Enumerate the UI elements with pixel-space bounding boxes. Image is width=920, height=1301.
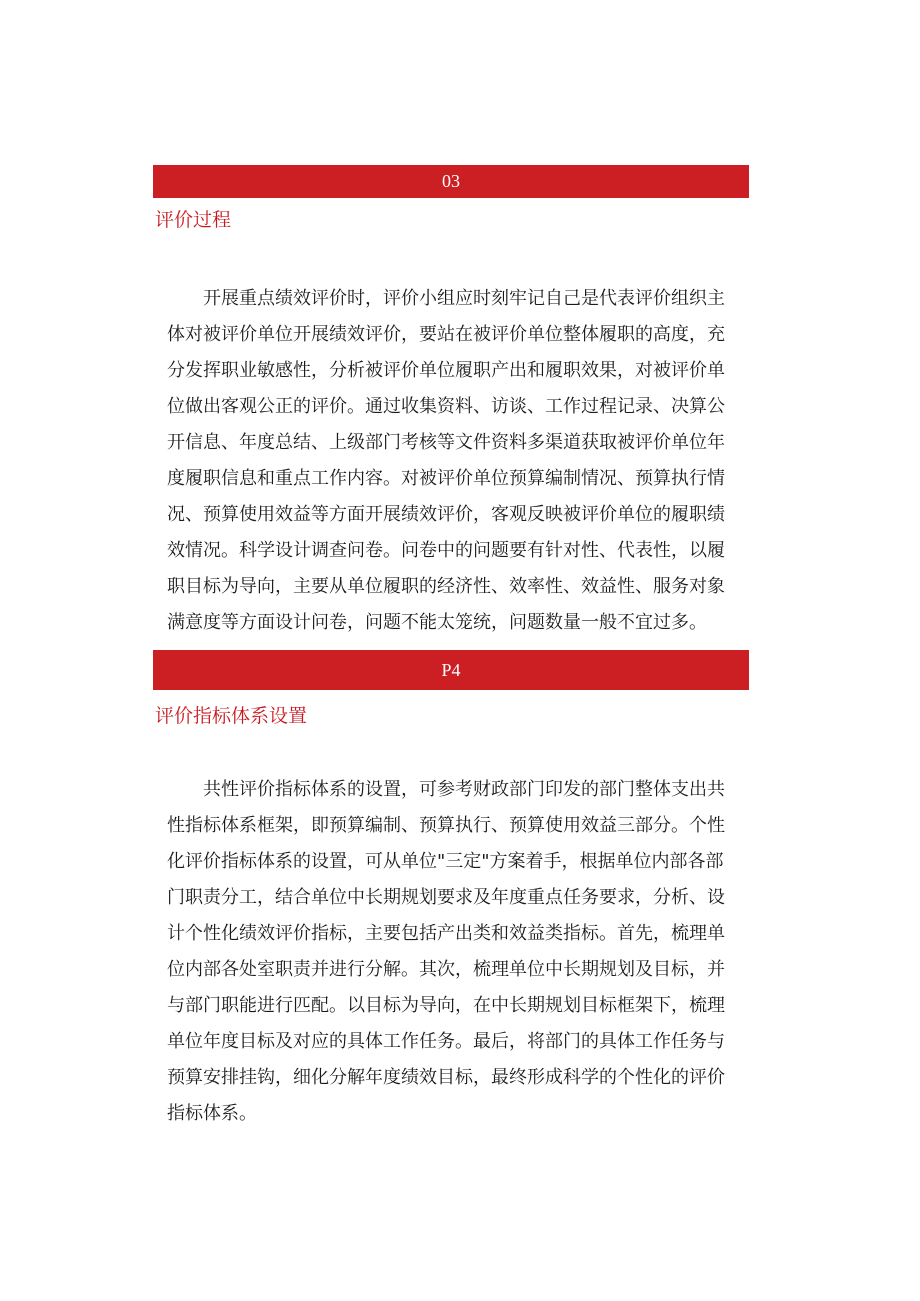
paragraph-line: 化评价指标体系的设置，可从单位"三定"方案着手，根据单位内部各部 [167,851,724,872]
section-title: 评价过程 [155,209,232,231]
paragraph-line: 指标体系。 [167,1103,257,1124]
paragraph-line: 开展重点绩效评价时，评价小组应时刻牢记自己是代表评价组织主 [203,288,725,309]
paragraph-line: 位做出客观公正的评价。通过收集资料、访谈、工作过程记录、决算公 [167,396,725,417]
paragraph-line: 度履职信息和重点工作内容。对被评价单位预算编制情况、预算执行情 [167,468,725,489]
paragraph-line: 与部门职能进行匹配。以目标为导向，在中长期规划目标框架下，梳理 [167,995,725,1016]
paragraph-line: 门职责分工，结合单位中长期规划要求及年度重点任务要求，分析、设 [167,887,725,908]
paragraph-line: 计个性化绩效评价指标，主要包括产出类和效益类指标。首先，梳理单 [167,923,725,944]
section-number-banner [153,165,749,198]
paragraph-line: 开信息、年度总结、上级部门考核等文件资料多渠道获取被评价单位年 [167,432,725,453]
paragraph-line: 职目标为导向，主要从单位履职的经济性、效率性、效益性、服务对象 [167,576,725,597]
section-body-paragraph [167,281,752,641]
paragraph-line: 位内部各处室职责并进行分解。其次，梳理单位中长期规划及目标，并 [167,959,725,980]
paragraph-line: 预算安排挂钩，细化分解年度绩效目标，最终形成科学的个性化的评价 [167,1067,725,1088]
paragraph-line: 性指标体系框架，即预算编制、预算执行、预算使用效益三部分。个性 [167,815,725,836]
paragraph-line: 况、预算使用效益等方面开展绩效评价，客观反映被评价单位的履职绩 [167,504,725,525]
paragraph-line: 满意度等方面设计问卷，问题不能太笼统，问题数量一般不宜过多。 [167,612,707,633]
paragraph-line: 分发挥职业敏感性，分析被评价单位履职产出和履职效果，对被评价单 [167,360,725,381]
paragraph-line: 体对被评价单位开展绩效评价，要站在被评价单位整体履职的高度，充 [167,324,725,345]
section-title: 评价指标体系设置 [155,705,308,727]
section-number: 03 [442,171,460,191]
paragraph-line: 效情况。科学设计调查问卷。问卷中的问题要有针对性、代表性，以履 [167,540,725,561]
section-number-banner [153,650,749,690]
paragraph-line: 单位年度目标及对应的具体工作任务。最后，将部门的具体工作任务与 [167,1031,725,1052]
paragraph-line: 共性评价指标体系的设置，可参考财政部门印发的部门整体支出共 [203,779,725,800]
section-number: P4 [441,660,461,680]
section-body-paragraph [167,772,752,1132]
